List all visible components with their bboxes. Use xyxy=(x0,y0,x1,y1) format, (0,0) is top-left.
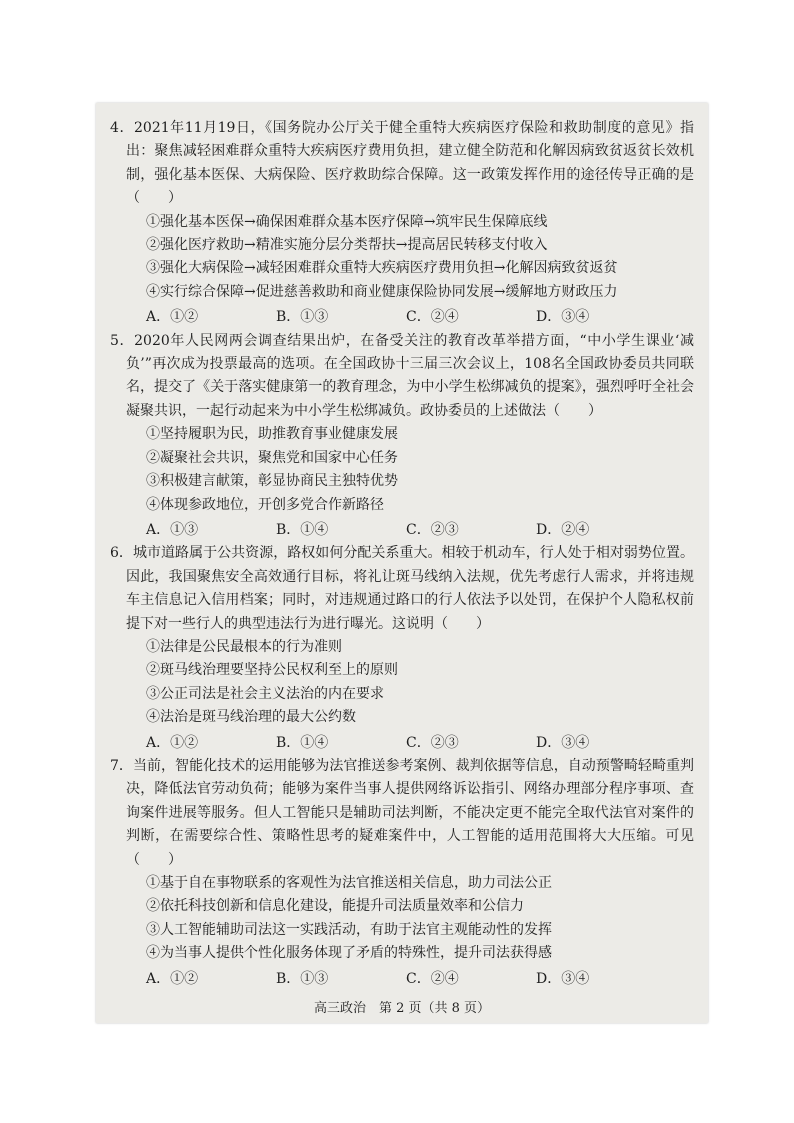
question-stem: 4．2021年11月19日，《国务院办公厅关于健全重特大疾病医疗保险和救助制度的意见》指出：聚焦减轻困难群众重特大疾病医疗费用负担，建立健全防范和化解因病致贫返贫长效机制，强化基本医保、大病保险、医疗救助综合保障。这一政策发挥作用的途径传导正确的是（ ） xyxy=(110,120,694,207)
answer-choice-c[interactable]: C．②④ xyxy=(406,309,459,326)
question-stem: 7．当前，智能化技术的运用能够为法官推送参考案例、裁判依据等信息，自动预警畸轻畸重判决，降低法官劳动负荷；能够为案件当事人提供网络诉讼指引、网络办理部分程序事项、查询案件进展等服务。但人工智能只是辅助司法判断，不能决定更不能完全取代法官对案件的判断，在需要综合性、策略性思考的疑难案件中，人工智能的适用范围将大大压缩。可见（ ） xyxy=(110,757,694,868)
statement-item: ②斑马线治理要坚持公民权利至上的原则 xyxy=(146,662,398,679)
answer-choice-c[interactable]: C．②③ xyxy=(406,521,459,538)
statement-item: ②凝聚社会共识，聚焦党和国家中心任务 xyxy=(146,449,398,466)
statement-item: ④体现参政地位，开创多党合作新路径 xyxy=(146,496,384,513)
answer-choices xyxy=(146,732,666,755)
statement-item: ③强化大病保险→减轻困难群众重特大疾病医疗费用负担→化解因病致贫返贫 xyxy=(146,260,618,277)
answer-choices xyxy=(146,968,666,991)
answer-choice-a[interactable]: A．①② xyxy=(146,309,199,326)
answer-choice-d[interactable]: D．③④ xyxy=(536,734,590,751)
statement-item: ①强化基本医保→确保困难群众基本医疗保障→筑牢民生保障底线 xyxy=(146,213,548,230)
statement-list xyxy=(110,636,694,730)
statement-item: ④实行综合保障→促进慈善救助和商业健康保险协同发展→缓解地方财政压力 xyxy=(146,283,618,300)
statement-item: ④为当事人提供个性化服务体现了矛盾的特殊性，提升司法获得感 xyxy=(146,945,552,962)
statement-item: ①基于自在事物联系的客观性为法官推送相关信息，助力司法公正 xyxy=(146,875,552,891)
answer-choice-a[interactable]: A．①② xyxy=(146,970,199,987)
exam-page xyxy=(96,103,708,1023)
page-footer: 高三政治 第 2 页（共 8 页） xyxy=(313,1001,491,1016)
answer-choice-d[interactable]: D．②④ xyxy=(536,521,590,538)
answer-choice-d[interactable]: D．③④ xyxy=(536,970,590,987)
question-4 xyxy=(110,117,694,330)
statement-item: ③积极建言献策，彰显协商民主独特优势 xyxy=(146,473,398,490)
statement-item: ①坚持履职为民，助推教育事业健康发展 xyxy=(146,426,398,443)
question-list xyxy=(110,117,694,991)
statement-list xyxy=(110,872,694,966)
statement-item: ③公正司法是社会主义法治的内在要求 xyxy=(146,685,384,702)
statement-item: ②强化医疗救助→精准实施分层分类帮扶→提高居民转移支付收入 xyxy=(146,237,548,254)
statement-item: ③人工智能辅助司法这一实践活动，有助于法官主观能动性的发挥 xyxy=(146,921,552,938)
question-5 xyxy=(110,330,694,543)
question-stem: 5．2020年人民网两会调查结果出炉，在备受关注的教育改革举措方面，“中小学生课业‘减负’”再次成为投票最高的选项。在全国政协十三届三次会议上，108名全国政协委员共同联名，提交了《关于落实健康第一的教育理念，为中小学生松绑减负的提案》，强烈呼吁全社会凝聚共识，一起行动起来为中小学生松绑减负。政协委员的上述做法（ ） xyxy=(110,332,694,419)
answer-choice-c[interactable]: C．②③ xyxy=(406,734,459,751)
question-6 xyxy=(110,542,694,755)
answer-choice-b[interactable]: B．①③ xyxy=(276,970,329,987)
answer-choice-d[interactable]: D．③④ xyxy=(536,309,590,326)
answer-choice-b[interactable]: B．①④ xyxy=(276,734,329,751)
statement-item: ②依托科技创新和信息化建设，能提升司法质量效率和公信力 xyxy=(146,898,524,915)
statement-item: ①法律是公民最根本的行为准则 xyxy=(146,638,342,655)
answer-choice-a[interactable]: A．①③ xyxy=(146,521,199,538)
statement-list xyxy=(110,211,694,305)
question-stem: 6．城市道路属于公共资源，路权如何分配关系重大。相较于机动车，行人处于相对弱势位置。因此，我国聚焦安全高效通行目标，将礼让斑马线纳入法规，优先考虑行人需求，并将违规车主信息记入信用档案；同时，对违规通过路口的行人依法予以处罚，在保护个人隐私权前提下对一些行人的典型违法行为进行曝光。这说明（ ） xyxy=(110,545,694,632)
answer-choices xyxy=(146,519,666,542)
statement-item: ④法治是斑马线治理的最大公约数 xyxy=(146,709,356,726)
answer-choice-b[interactable]: B．①④ xyxy=(276,521,329,538)
statement-list xyxy=(110,423,694,517)
answer-choices xyxy=(146,306,666,329)
answer-choice-c[interactable]: C．②④ xyxy=(406,970,459,987)
question-7 xyxy=(110,755,694,991)
answer-choice-b[interactable]: B．①③ xyxy=(276,309,329,326)
answer-choice-a[interactable]: A．①② xyxy=(146,734,199,751)
